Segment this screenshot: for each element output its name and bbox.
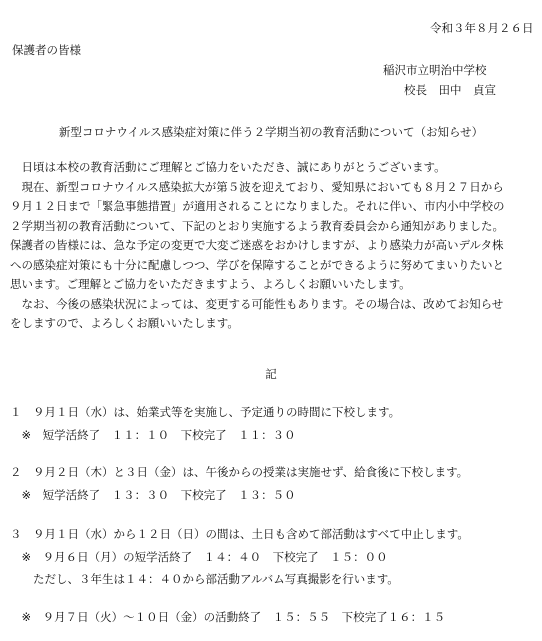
body-line: ２学期当初の教育活動について、下記のとおり実施するよう教育委員会から通知がありました。: [10, 218, 505, 233]
item-1-note: ※ 短学活終了 １１：１０ 下校完了 １１：３０: [10, 428, 296, 442]
body-line: への感染症対策にも十分に配慮しつつ、学びを保障することができるように努めてまいりたいと: [10, 257, 505, 272]
body-line: をしますので、よろしくお願いいたします。: [10, 316, 239, 330]
item-3-line1: ３ ９月１日（水）から１２日（日）の間は、土日も含めて部活動はすべて中止します。: [10, 527, 469, 541]
notice-body: [10, 158, 540, 334]
item-3-note: ※ ９月６日（月）の短学活終了 １４：４０ 下校完了 １５：００: [10, 550, 388, 564]
body-line: 保護者の皆様には、急な予定の変更で大変ご迷惑をおかけしますが、より感染力が高いデルタ株: [10, 238, 504, 252]
item-3-note-2: ※ ９月７日（火）～１０日（金）の活動終了 １５：５５ 下校完了１６：１５: [10, 610, 446, 624]
body-line: ９月１２日まで「緊急事態措置」が適用されることになりました。それに伴い、市内小中学校の: [10, 199, 505, 213]
body-line: 現在、新型コロナウイルス感染拡大が第５波を迎えており、愛知県においても８月２７日から: [10, 179, 504, 194]
item-2-note: ※ 短学活終了 １３：３０ 下校完了 １３：５０: [10, 488, 296, 502]
recipient: 保護者の皆様: [12, 43, 81, 57]
body-line: なお、今後の感染状況によっては、変更する可能性もあります。その場合は、改めてお知らせ: [10, 296, 504, 311]
principal-name: 校長 田中 貞宣: [404, 83, 496, 97]
item-3-exception: ただし、３年生は１４：４０から部活動アルバム写真撮影を行います。: [10, 572, 399, 586]
item-1-line1: １ ９月１日（水）は、始業式等を実施し、予定通りの時間に下校します。: [10, 405, 401, 419]
school-name: 稲沢市立明治中学校: [383, 63, 487, 77]
notice-date: 令和３年８月２６日: [430, 21, 534, 35]
ki-heading: 記: [265, 367, 277, 381]
notice-title: 新型コロナウイルス感染症対策に伴う２学期当初の教育活動について（お知らせ）: [58, 125, 484, 139]
item-2-line1: ２ ９月２日（木）と３日（金）は、午後からの授業は実施せず、給食後に下校します。: [10, 465, 469, 479]
body-line: 日頃は本校の教育活動にご理解とご協力をいただき、誠にありがとうございます。: [10, 160, 446, 174]
body-line: 思います。ご理解とご協力をいただきますよう、よろしくお願いいたします。: [10, 277, 411, 291]
